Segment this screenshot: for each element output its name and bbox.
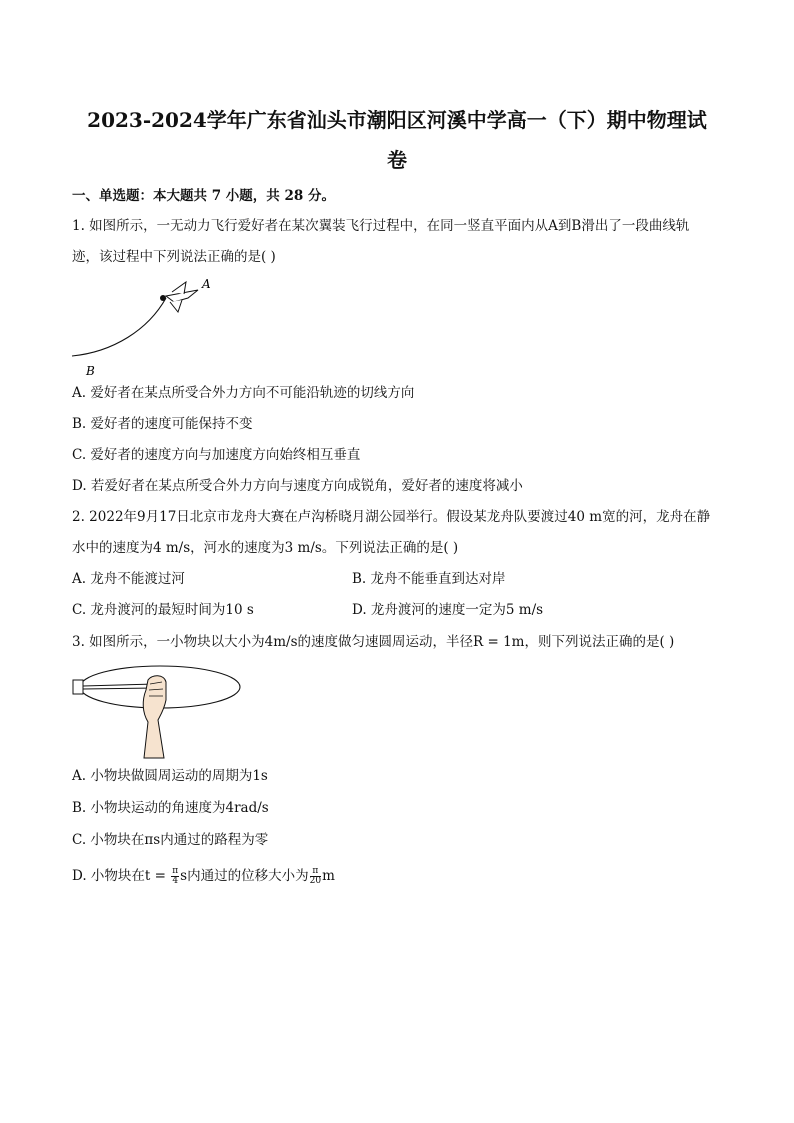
q1-flight-trajectory-figure [68,272,228,382]
q1-option-d: D. 若爱好者在某点所受合外力方向与速度方向成锐角，爱好者的速度将减小 [72,478,523,494]
q3-option-d-middle: s内通过的位移大小为 [180,868,309,884]
q2-stem-line-1: 2. 2022年9月17日北京市龙舟大赛在卢沟桥晓月湖公园举行。假设某龙舟队要渡过40 m宽的河，龙舟在静 [72,509,711,525]
title-line-1: 2023-2024学年广东省汕头市潮阳区河溪中学高一（下）期中物理试 [87,108,707,132]
q1-option-a: A. 爱好者在某点所受合外力方向不可能沿轨迹的切线方向 [72,385,415,401]
exam-title [60,100,734,180]
section-heading: 一、单选题：本大题共 7 小题，共 28 分。 [72,188,335,204]
q1-stem-line-2: 迹，该过程中下列说法正确的是( ) [72,249,276,265]
q3-option-c: C. 小物块在πs内通过的路程为零 [72,832,269,848]
frac1-numerator: π [172,866,179,876]
q3-option-a: A. 小物块做圆周运动的周期为1s [72,768,268,784]
q3-stem: 3. 如图所示，一小物块以大小为4m/s的速度做匀速圆周运动，半径R = 1m，则下列说法正确的是( ) [72,634,675,650]
q2-option-a: A. 龙舟不能渡过河 [72,571,185,587]
q1-option-c: C. 爱好者的速度方向与加速度方向始终相互垂直 [72,447,361,463]
q3-option-d [72,866,335,886]
frac1-denominator: 4 [172,876,179,886]
q3-circular-motion-figure [68,660,248,760]
title-line-2: 卷 [387,148,407,172]
q3-fraction-pi-over-20 [310,867,321,886]
frac2-denominator: 20 [309,876,322,886]
q3-fraction-pi-over-4 [171,867,179,886]
fig-label-b: B [86,364,95,378]
fig-label-a: A [202,277,211,291]
q1-option-b: B. 爱好者的速度可能保持不变 [72,416,253,432]
q2-option-b: B. 龙舟不能垂直到达对岸 [352,571,506,587]
q3-option-d-prefix: D. 小物块在t = [72,868,171,884]
q1-stem-line-1: 1. 如图所示，一无动力飞行爱好者在某次翼装飞行过程中，在同一竖直平面内从A到B滑出了一段曲线轨 [72,218,690,234]
q2-option-d: D. 龙舟渡河的速度一定为5 m/s [352,602,544,618]
frac2-numerator: π [310,867,321,877]
q3-option-b: B. 小物块运动的角速度为4rad/s [72,800,269,816]
q3-option-d-suffix: m [322,868,335,884]
q2-option-c: C. 龙舟渡河的最短时间为10 s [72,602,254,618]
q2-stem-line-2: 水中的速度为4 m/s，河水的速度为3 m/s。下列说法正确的是( ) [72,540,459,556]
